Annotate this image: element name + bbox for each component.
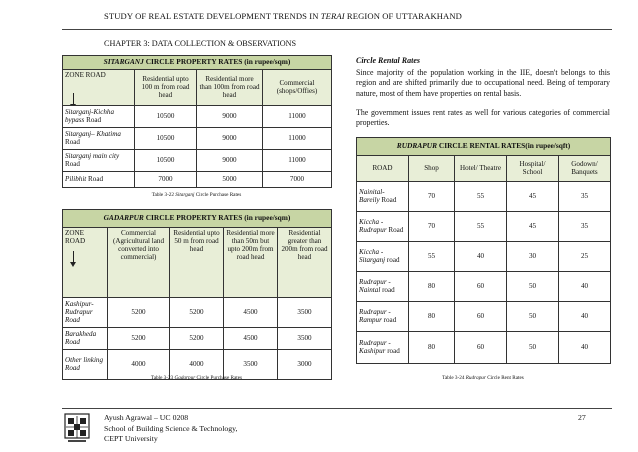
table-row — [357, 331, 611, 363]
location-suffix: road — [385, 347, 400, 356]
footer-author: Ayush Agrawal – UC 0208 — [104, 413, 189, 422]
column-header: Residential more than 50m but upto 200m from road head — [224, 227, 278, 297]
table-title-place: SITARGANJ — [103, 57, 144, 66]
column-header: Commercial (shops/Offies) — [263, 69, 332, 105]
table-caption — [356, 375, 610, 381]
rudrapur-rental-rates-table — [356, 137, 611, 364]
table-row — [63, 297, 332, 327]
location-suffix: road — [385, 256, 400, 265]
zone-road-header — [63, 227, 108, 297]
location-cell — [63, 127, 135, 149]
arrow-head-icon — [70, 104, 76, 106]
university-logo-icon — [62, 412, 92, 446]
paragraph: Since majority of the population working in the IIE, doesn't belongs to this region and are shifted primarily due to occupational need. Being of temporary nature, most of them have properties on rental basis. — [356, 68, 610, 98]
table-row — [63, 149, 332, 171]
column-header: Commercial (Agricultural land converted into commercial) — [108, 227, 170, 297]
rate-cell: 80 — [409, 331, 455, 363]
rate-cell: 11000 — [263, 105, 332, 127]
rate-cell: 7000 — [135, 171, 197, 187]
footer-divider — [62, 408, 612, 409]
column-header: ROAD — [357, 155, 409, 181]
table-title-rest: CIRCLE RENTAL RATES(in rupee/sqft) — [437, 141, 571, 150]
table-row — [357, 241, 611, 271]
location-cell — [357, 211, 409, 241]
rate-cell: 4000 — [170, 349, 224, 379]
table-title-place: RUDRAPUR — [396, 141, 438, 150]
rate-cell: 4000 — [108, 349, 170, 379]
rate-cell: 60 — [455, 301, 507, 331]
table-row — [63, 127, 332, 149]
rate-cell: 5200 — [170, 327, 224, 349]
location-name: Rudrapur - Rampur — [359, 307, 391, 325]
rate-cell: 70 — [409, 181, 455, 211]
caption-suffix: Circle Purchase Rates — [194, 192, 242, 198]
rate-cell: 9000 — [197, 105, 263, 127]
arrow-head-icon — [70, 262, 76, 267]
rate-cell: 60 — [455, 331, 507, 363]
footer-university: CEPT University — [104, 434, 158, 444]
rate-cell: 9000 — [197, 127, 263, 149]
rate-cell: 4500 — [224, 297, 278, 327]
rate-cell: 40 — [559, 271, 611, 301]
location-name: Sitarganj-Kichha bypass — [65, 107, 114, 125]
caption-suffix: Circle Rent Rates — [485, 375, 524, 381]
location-name: Kiccha - Sitarganj — [359, 247, 386, 265]
rate-cell: 55 — [455, 181, 507, 211]
location-suffix: Road — [386, 226, 404, 235]
rate-cell: 70 — [409, 211, 455, 241]
rate-cell: 50 — [507, 331, 559, 363]
column-header: Shop — [409, 155, 455, 181]
caption-place: Gadarpur — [174, 375, 196, 381]
location-cell: Kashipur- Rudrapur Road — [63, 297, 108, 327]
header-title-text-end: REGION OF UTTARAKHAND — [344, 11, 462, 21]
table-row — [357, 211, 611, 241]
table-row — [63, 327, 332, 349]
zone-road-label: ZONE ROAD — [65, 70, 106, 79]
column-header: Residential upto 100 m from road head — [135, 69, 197, 105]
location-name: Sitarganj– Khatima — [65, 129, 121, 138]
table-title-rest: CIRCLE PROPERTY RATES (in rupee/sqm) — [143, 57, 291, 66]
table-row — [63, 105, 332, 127]
gadarpur-property-rates-table — [62, 209, 332, 380]
page-number: 27 — [578, 413, 586, 422]
rate-cell: 11000 — [263, 127, 332, 149]
location-name: Rudrapur - Kashipur — [359, 338, 391, 356]
chapter-title: CHAPTER 3: DATA COLLECTION & OBSERVATIONS — [104, 39, 297, 48]
table-row — [63, 171, 332, 187]
column-header: Godown/ Banquets — [559, 155, 611, 181]
location-cell: Barakheda Road — [63, 327, 108, 349]
zone-road-label: ZONE ROAD — [65, 228, 86, 245]
caption-prefix: Table 3-23 — [150, 375, 175, 381]
caption-suffix: Circle Purchase Rates — [195, 375, 243, 381]
header-title-text: STUDY OF REAL ESTATE DEVELOPMENT TRENDS IN — [104, 11, 321, 21]
sitarganj-property-rates-table — [62, 55, 332, 188]
location-suffix: Road — [84, 116, 102, 125]
location-suffix: road — [380, 286, 395, 295]
rate-cell: 50 — [507, 271, 559, 301]
table-title — [357, 138, 611, 156]
rate-cell: 4500 — [224, 327, 278, 349]
rate-cell: 3500 — [278, 327, 332, 349]
section-heading: Circle Rental Rates — [356, 56, 420, 65]
table-row — [357, 271, 611, 301]
location-cell — [357, 181, 409, 211]
table-title-place: GADARPUR — [103, 213, 144, 222]
caption-place: Sitarganj — [175, 192, 195, 198]
location-name: Nainital- Bareily — [359, 187, 385, 205]
location-suffix: Road — [65, 160, 80, 169]
table-title — [63, 56, 332, 70]
rate-cell: 60 — [455, 271, 507, 301]
rate-cell: 50 — [507, 301, 559, 331]
column-header: Residential greater than 200m from road head — [278, 227, 332, 297]
location-name: Pilibhit — [65, 174, 87, 183]
rate-cell: 25 — [559, 241, 611, 271]
column-header: Residential more than 100m from road head — [197, 69, 263, 105]
location-suffix: road — [381, 316, 397, 325]
location-suffix: Road — [379, 196, 397, 205]
location-cell: Other linking Road — [63, 349, 108, 379]
rate-cell: 5200 — [170, 297, 224, 327]
location-cell — [63, 105, 135, 127]
rate-cell: 3000 — [278, 349, 332, 379]
rate-cell: 40 — [559, 301, 611, 331]
rate-cell: 35 — [559, 181, 611, 211]
location-suffix: Road — [65, 138, 80, 147]
rate-cell: 10500 — [135, 149, 197, 171]
rate-cell: 3500 — [278, 297, 332, 327]
rate-cell: 7000 — [263, 171, 332, 187]
rate-cell: 40 — [455, 241, 507, 271]
footer-school: School of Building Science & Technology, — [104, 423, 238, 433]
column-header: Residential upto 50 m from road head — [170, 227, 224, 297]
rate-cell: 45 — [507, 181, 559, 211]
table-title-rest: CIRCLE PROPERTY RATES (in rupee/sqm) — [143, 213, 291, 222]
rate-cell: 5200 — [108, 327, 170, 349]
rate-cell: 5000 — [197, 171, 263, 187]
table-title — [63, 210, 332, 228]
location-cell — [63, 171, 135, 187]
location-cell — [357, 331, 409, 363]
rate-cell: 3500 — [224, 349, 278, 379]
paragraph: The government issues rent rates as well for various categories of commercial properties. — [356, 108, 610, 128]
column-header: Hotel/ Theatre — [455, 155, 507, 181]
location-suffix: Road — [86, 174, 104, 183]
zone-road-header — [63, 69, 135, 105]
location-name: Sitarganj main city — [65, 151, 120, 160]
page-header-title — [104, 11, 462, 21]
rate-cell: 10500 — [135, 105, 197, 127]
table-row — [357, 301, 611, 331]
rate-cell: 30 — [507, 241, 559, 271]
rate-cell: 9000 — [197, 149, 263, 171]
rate-cell: 10500 — [135, 127, 197, 149]
rate-cell: 45 — [507, 211, 559, 241]
caption-place: Rudrapur — [465, 375, 486, 381]
footer-author-block — [104, 413, 238, 445]
header-title-region: TERAI — [320, 11, 345, 21]
rate-cell: 35 — [559, 211, 611, 241]
location-cell — [357, 301, 409, 331]
caption-prefix: Table 3-24 — [442, 375, 466, 381]
rate-cell: 5200 — [108, 297, 170, 327]
rate-cell: 40 — [559, 331, 611, 363]
location-name: Rudrapur - Naintal — [359, 277, 391, 295]
rate-cell: 55 — [409, 241, 455, 271]
rate-cell: 11000 — [263, 149, 332, 171]
table-caption — [62, 192, 331, 198]
table-caption — [62, 375, 331, 381]
rate-cell: 80 — [409, 271, 455, 301]
location-cell — [357, 241, 409, 271]
rate-cell: 55 — [455, 211, 507, 241]
column-header: Hospital/ School — [507, 155, 559, 181]
table-row — [357, 181, 611, 211]
header-divider — [62, 29, 612, 30]
location-name: Kiccha - Rudrapur — [359, 217, 387, 235]
caption-prefix: Table 3-22 — [151, 192, 176, 198]
location-cell — [357, 271, 409, 301]
rate-cell: 80 — [409, 301, 455, 331]
location-cell — [63, 149, 135, 171]
